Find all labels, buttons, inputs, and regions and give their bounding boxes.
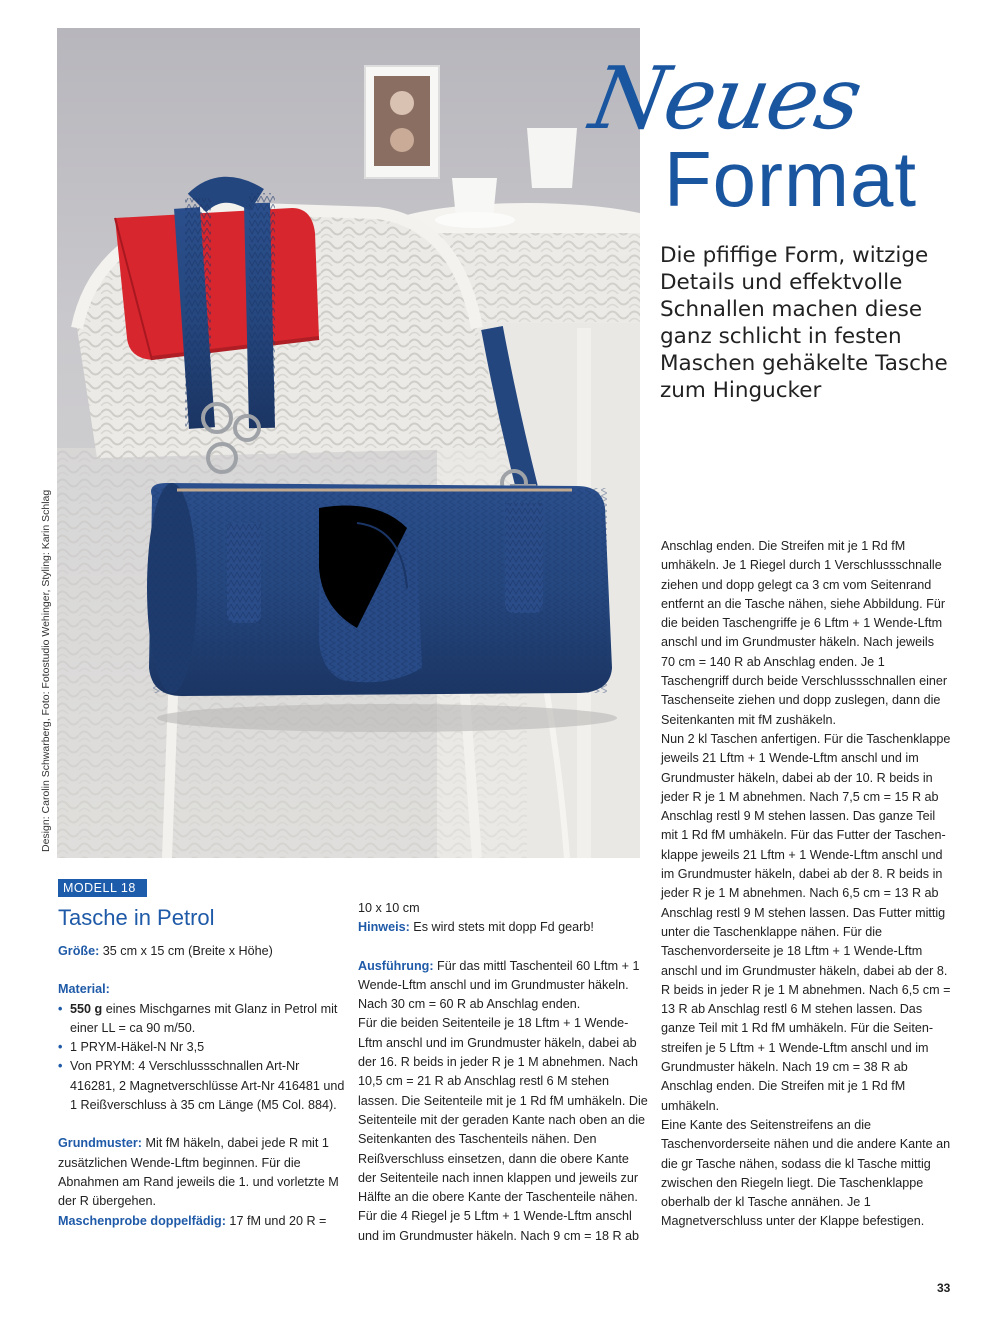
headline-main: Format [664,135,918,223]
grundmuster-label: Grundmuster: [58,1136,142,1151]
intro-text: Die pfiffige Form, witzige Details und effektvolle Schnallen machen diese ganz schlicht in festen Maschen gehäkelte Tasche zum Hingucker [660,243,948,403]
page-number: 33 [937,1281,951,1295]
maschenprobe-continued: 10 x 10 cm [358,901,420,915]
column-3 [661,537,951,1232]
maschenprobe-paragraph [58,1212,348,1231]
ausfuehrung-p3: Nun 2 kl Taschen anfertigen. Für die Taschenklappe jeweils 21 Lftm + 1 Wende-Lftm anschl und im Grundmuster häkeln, dabei ab der 10. R beids in jeder R je 1 M abnehmen. Nach 7,5 cm = 15 R ab Anschlag restl 9 M stehen lassen. Das ganze Teil mit 1 Rd fM umhäkeln. Für das Futter der Taschen-klappe jeweils 21 Lftm + 1 Wende-Lftm anschl und im Grundmuster häkeln, dabei ab der 8. R beids in jeder R je 1 M abnehmen. Nach 6,5 cm = 13 R ab Anschlag restl 9 M stehen lassen. Das Futter mittig unter die Taschenklappe nähen. Für die Taschenvorderseite je 18 Lftm + 1 Wende-Lftm anschl und im Grundmuster häkeln, dabei ab der 8. R beids in jeder R je 1 M abnehmen. Nach 6,5 cm = 13 R ab Anschlag restl 6 M stehen lassen. Das ganze Teil mit 1 Rd fM umhäkeln. Für die Seiten-streifen je 5 Lftm + 1 Wende-Lftm anschl und im Grundmuster häkeln. Nach 19 cm = 38 R ab Anschlag enden. Die Streifen mit je 1 Rd fM umhäkeln. [661,731,951,1113]
material-item-text: 1 PRYM-Häkel-N Nr 3,5 [70,1040,205,1055]
ausfuehrung-paragraph [358,957,648,1015]
material-item [58,1057,348,1115]
material-label: Material: [58,982,110,997]
size-label: Größe: [58,944,100,958]
hinweis-label: Hinweis: [358,920,410,935]
section-title: Tasche in Petrol [58,905,215,930]
material-item-text: eines Mischgarnes mit Glanz in Petrol mit einer LL = ca 90 m/50. [70,1001,338,1035]
maschenprobe-label: Maschenprobe doppelfädig: [58,1213,226,1228]
material-item [58,1038,348,1057]
product-photo [57,28,640,858]
grundmuster-paragraph [58,1134,348,1211]
ausfuehrung-p2-rest: Anschlag enden. Die Streifen mit je 1 Rd fM umhäkeln. Je 1 Riegel durch 1 Verschlussschnalle ziehen und dopp gelegt ca 3 cm vom Seitenrand entfernt an die Tasche nähen, siehe Abbildung. Für die beiden Taschengriffe je 6 Lftm + 1 Wende-Lftm anschl und im Grundmuster häkeln. Nach jeweils 70 cm = 140 R ab Anschlag enden. Je 1 Taschengriff durch beide Verschlussschnallen einer Taschenseite ziehen und dopp zuslegen, dann die Seitenkanten mit fM zushäkeln. [661,539,948,727]
material-item-bold: 550 g [70,1001,103,1016]
bullet-icon: • [58,1040,63,1055]
size-value: 35 cm x 15 cm (Breite x Höhe) [99,944,273,958]
ausfuehrung-p2-first: Für die beiden Seitenteile je 18 Lftm + 1 Wende-Lftm anschl und im Grundmuster häkeln, dabei ab der 16. R beids in jeder R je 1 M abnehmen. Nach 10,5 cm = 21 R ab Anschlag restl 6 M stehen lassen. Die Seitenteile mit je 1 Rd fM umhäkeln. Die Seitenteile mit der geraden Kante nach oben an die Seitenkanten des Taschenteils nähen. Den Reißverschluss einsetzen, dann die obere Kante der Seitenteile nach innen klappen und jeweils zur Hälfte an die obere Kante der Taschenteile nähen. Für die 4 Riegel je 5 Lftm + 1 Wende-Lftm anschl und im Grundmuster häkeln. Nach 9 cm = 18 R ab [358,1016,648,1243]
photo-credit: Design: Carolin Schwarberg, Foto: Fotostudio Wehinger, Styling: Karin Schlag [40,489,52,852]
headline-script: Neues [583,49,868,149]
ausfuehrung-p4: Eine Kante des Seitenstreifens an die Taschenvorderseite nähen und die andere Kante an die gr Tasche nähen, sodass die kl Tasche mittig zwischen den Riegeln liegt. Die Taschenklappe oberhalb der kl Tasche annähen. Je 1 Magnetverschluss unter der Klappe befestigen. [661,1117,951,1229]
material-item-text: Von PRYM: 4 Verschlussschnallen Art-Nr 416281, 2 Magnetverschlüsse Art-Nr 416481 und 1 Reißverschluss à 35 cm Länge (M5 Col. 884). [70,1059,345,1113]
size-line [58,942,348,961]
bullet-icon: • [58,1001,63,1016]
material-list [58,1000,348,1116]
material-item [58,1000,348,1039]
bullet-icon: • [58,1059,63,1074]
column-1 [58,942,348,1231]
ausfuehrung-label: Ausführung: [358,958,434,973]
column-2 [358,899,648,1246]
hinweis-text: Es wird stets mit dopp Fd gearb! [409,920,594,935]
ausfuehrung-text: Für das mittl Taschenteil 60 Lftm + 1 Wende-Lftm anschl und im Grundmuster häkeln. Nach 30 cm = 60 R ab Anschlag enden. [358,958,640,1012]
maschenprobe-text: 17 fM und 20 R = [225,1213,327,1228]
hinweis-paragraph [358,918,648,937]
grundmuster-text: Mit fM häkeln, dabei jede R mit 1 zusätzlichen Wende-Lftm beginnen. Für die Abnahmen am Rand jeweils die 1. und vorletzte M der R übergehen. [58,1136,339,1209]
modell-badge: MODELL 18 [58,879,147,897]
